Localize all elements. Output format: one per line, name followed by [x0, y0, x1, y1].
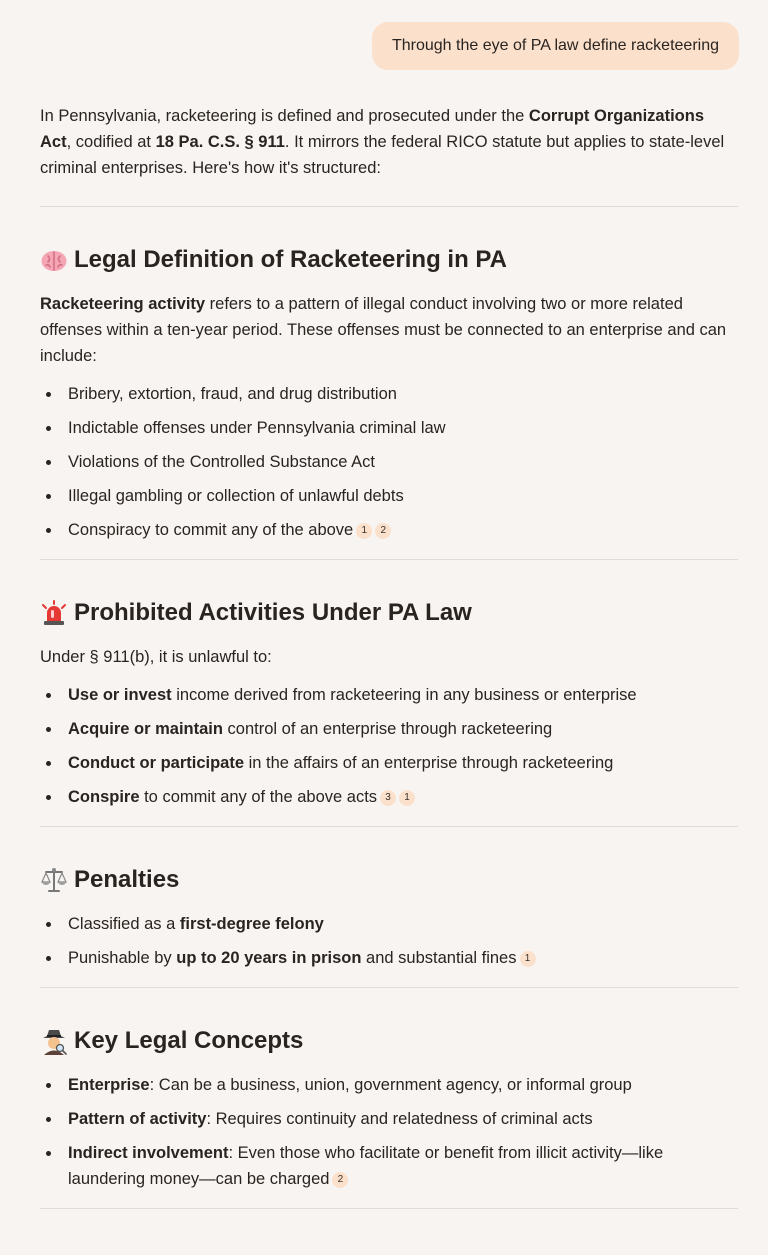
- intro-paragraph: [40, 103, 738, 181]
- user-message-row: [372, 22, 739, 70]
- citation-badge[interactable]: 1: [399, 790, 415, 806]
- section-title: Key Legal Concepts: [74, 1027, 304, 1054]
- assistant-response: [40, 103, 738, 1209]
- section-heading: [40, 1026, 738, 1056]
- definition-list: [40, 381, 738, 543]
- section-prohibited: [40, 560, 738, 810]
- list-item-text: Classified as a: [68, 915, 180, 933]
- definition-paragraph: [40, 291, 738, 369]
- section-heading: [40, 245, 738, 275]
- definition-text: refers to a pattern of illegal conduct involving two or more related offenses within a ten-year period. These offenses must be connected to an enterprise and can include:: [40, 295, 727, 365]
- brain-icon: [40, 246, 68, 274]
- section-title: Prohibited Activities Under PA Law: [74, 599, 472, 626]
- list-item-bold: Conspire: [68, 788, 140, 806]
- section-definition: [40, 207, 738, 543]
- list-item: [40, 945, 738, 971]
- list-item-bold: Conduct or participate: [68, 754, 245, 772]
- list-item-bold: Pattern of activity: [68, 1110, 207, 1128]
- list-item: Bribery, extortion, fraud, and drug distribution: [40, 381, 738, 407]
- penalties-list: [40, 911, 738, 971]
- list-item: [40, 716, 738, 742]
- list-item-bold: Use or invest: [68, 686, 172, 704]
- list-item-text: and substantial fines: [361, 949, 517, 967]
- list-item-bold: Indirect involvement: [68, 1144, 229, 1162]
- list-item: [40, 750, 738, 776]
- list-item: [40, 1140, 738, 1192]
- citation-badge[interactable]: 1: [356, 523, 372, 539]
- citation-badge[interactable]: 3: [380, 790, 396, 806]
- section-concepts: [40, 988, 738, 1192]
- section-heading: [40, 865, 738, 895]
- concepts-list: [40, 1072, 738, 1192]
- section-penalties: [40, 827, 738, 971]
- section-title: Legal Definition of Racketeering in PA: [74, 246, 507, 273]
- intro-bold-statute: 18 Pa. C.S. § 911: [155, 133, 285, 151]
- list-item-text: : Requires continuity and relatedness of criminal acts: [206, 1110, 593, 1128]
- list-item-bold: up to 20 years in prison: [176, 949, 362, 967]
- citation-badge[interactable]: 2: [332, 1172, 348, 1188]
- list-item: [40, 911, 738, 937]
- list-item-text: in the affairs of an enterprise through racketeering: [244, 754, 614, 772]
- user-message-bubble: Through the eye of PA law define racketeering: [372, 22, 739, 70]
- list-item-text: : Even those who facilitate or benefit from illicit activity—like laundering money—can be charged: [68, 1144, 664, 1188]
- intro-text: In Pennsylvania, racketeering is defined and prosecuted under the: [40, 107, 529, 125]
- list-item-bold: first-degree felony: [179, 915, 324, 933]
- list-item-bold: Acquire or maintain: [68, 720, 223, 738]
- list-item-text: to commit any of the above acts: [139, 788, 378, 806]
- list-item-text: control of an enterprise through racketeering: [222, 720, 553, 738]
- section-heading: [40, 598, 738, 628]
- scales-icon: [40, 866, 68, 894]
- section-title: Penalties: [74, 866, 180, 893]
- list-item-text: Punishable by: [68, 949, 177, 967]
- citation-badge[interactable]: 1: [520, 951, 536, 967]
- prohibited-list: [40, 682, 738, 810]
- detective-icon: [40, 1027, 68, 1055]
- list-item-text: income derived from racketeering in any business or enterprise: [171, 686, 637, 704]
- prohibited-intro: Under § 911(b), it is unlawful to:: [40, 648, 272, 666]
- list-item-bold: Enterprise: [68, 1076, 150, 1094]
- list-item: Indictable offenses under Pennsylvania criminal law: [40, 415, 738, 441]
- intro-text: , codified at: [66, 133, 156, 151]
- list-item: [40, 1106, 738, 1132]
- list-item-text: : Can be a business, union, government agency, or informal group: [149, 1076, 632, 1094]
- section-divider: [40, 1208, 738, 1209]
- citation-badge[interactable]: 2: [375, 523, 391, 539]
- list-item-text: Conspiracy to commit any of the above: [68, 521, 354, 539]
- definition-term: Racketeering activity: [40, 295, 206, 313]
- list-item: Illegal gambling or collection of unlawful debts: [40, 483, 738, 509]
- list-item: [40, 682, 738, 708]
- intro-text: . It mirrors the federal RICO statute but applies to state-level criminal enterprises. Here's how it's structured:: [40, 133, 725, 177]
- list-item: [40, 784, 738, 810]
- list-item: [40, 1072, 738, 1098]
- siren-icon: [40, 599, 68, 627]
- list-item: [40, 517, 738, 543]
- intro-bold-act: Corrupt Organizations Act: [40, 107, 704, 151]
- list-item: Violations of the Controlled Substance Act: [40, 449, 738, 475]
